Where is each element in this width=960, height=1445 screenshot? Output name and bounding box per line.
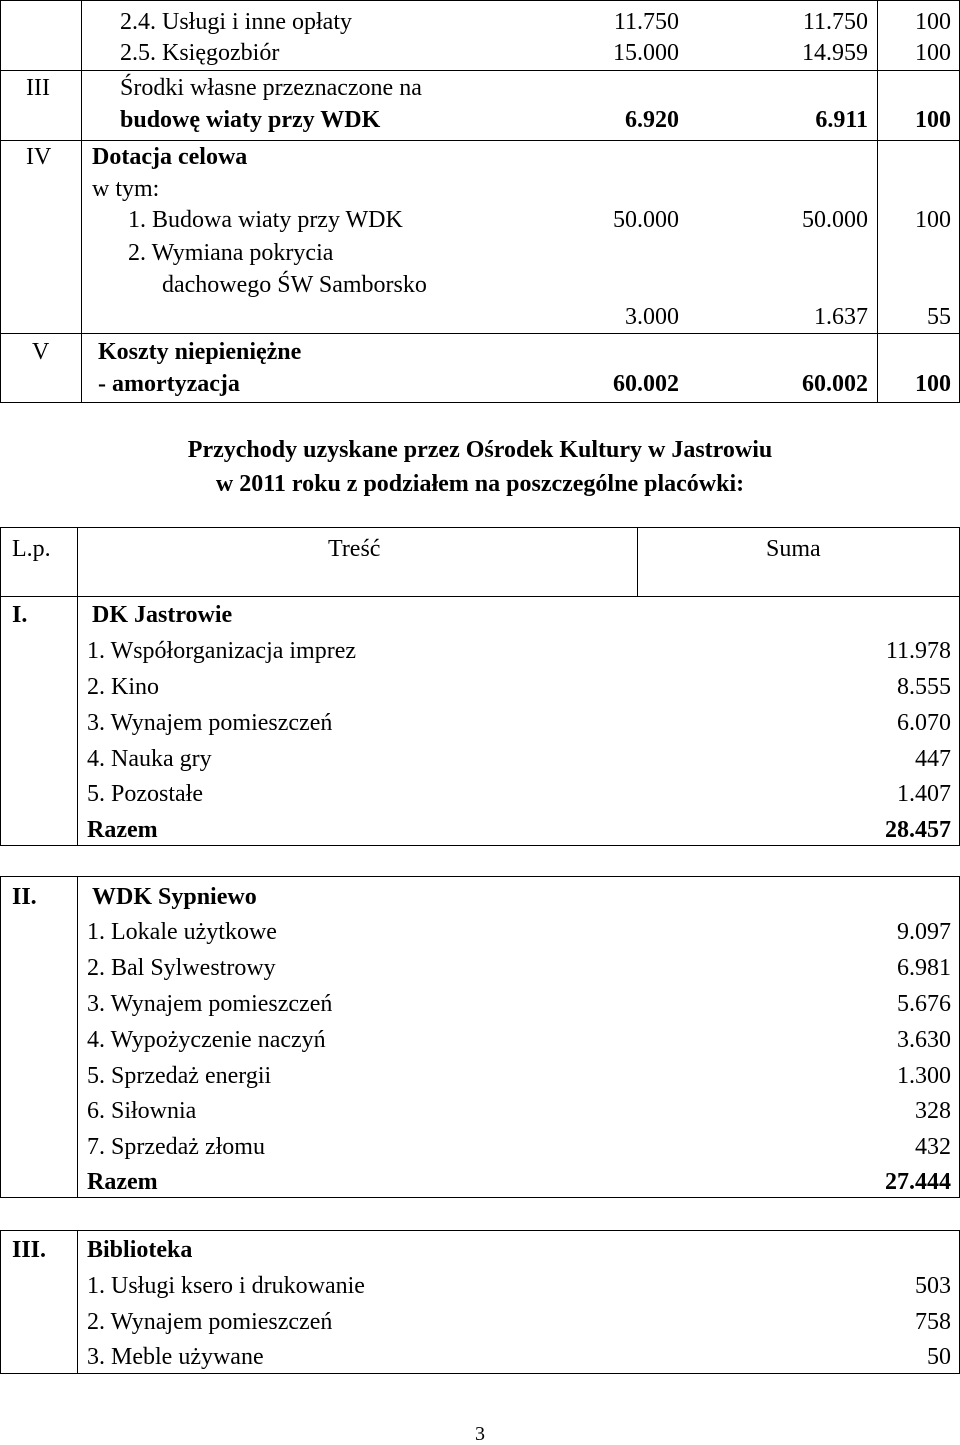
section-title: Biblioteka: [87, 1237, 193, 1263]
income-table-border: [77, 1230, 78, 1373]
item-value: 328: [915, 1098, 951, 1124]
item-name: 1. Lokale użytkowe: [87, 919, 277, 945]
top-table-border: [0, 0, 960, 1]
section-lp: II.: [12, 884, 37, 910]
row-plan: 60.002: [613, 371, 679, 397]
income-table-border: [0, 1230, 1, 1373]
income-table-border: [0, 527, 1, 845]
row-label: Dotacja celowa: [92, 144, 248, 170]
header-tresc: Treść: [328, 536, 381, 562]
top-table-border: [0, 0, 1, 402]
item-value: 432: [915, 1134, 951, 1160]
top-table-border: [877, 0, 878, 402]
item-name: 4. Wypożyczenie naczyń: [87, 1027, 326, 1053]
item-value: 50: [927, 1344, 951, 1370]
page-number: 3: [475, 1423, 485, 1445]
item-value: 503: [915, 1273, 951, 1299]
income-table-border: [0, 596, 960, 597]
row-lp: V: [32, 339, 50, 365]
item-value: 1.407: [897, 781, 951, 807]
row-label: - amortyzacja: [98, 371, 240, 397]
row-pct: 100: [915, 9, 951, 35]
row-label: Środki własne przeznaczone na: [120, 75, 422, 101]
row-plan: 6.920: [625, 107, 679, 133]
item-name: 7. Sprzedaż złomu: [87, 1134, 265, 1160]
income-table-border: [0, 1373, 960, 1374]
item-name: 3. Wynajem pomieszczeń: [87, 710, 333, 736]
item-value: 6.070: [897, 710, 951, 736]
row-plan: 11.750: [613, 9, 679, 35]
row-label: budowę wiaty przy WDK: [120, 107, 381, 133]
income-table-border: [0, 1230, 960, 1231]
total-value: 28.457: [885, 817, 951, 843]
total-value: 27.444: [885, 1169, 951, 1195]
income-table-border: [77, 527, 78, 845]
row-label: dachowego ŚW Samborsko: [162, 272, 427, 298]
item-value: 6.981: [897, 955, 951, 981]
item-value: 3.630: [897, 1027, 951, 1053]
income-table-border: [0, 845, 960, 846]
row-plan: 50.000: [613, 207, 679, 233]
item-name: 1. Usługi ksero i drukowanie: [87, 1273, 365, 1299]
header-suma: Suma: [766, 536, 821, 562]
row-pct: 100: [915, 40, 951, 66]
item-value: 9.097: [897, 919, 951, 945]
income-table-border: [0, 876, 960, 877]
section-lp: III.: [12, 1237, 47, 1263]
row-exec: 1.637: [814, 304, 868, 330]
item-name: 3. Meble używane: [87, 1344, 264, 1370]
item-name: 4. Nauka gry: [87, 746, 212, 772]
item-name: 1. Współorganizacja imprez: [87, 638, 357, 664]
row-pct: 55: [927, 304, 951, 330]
item-value: 5.676: [897, 991, 951, 1017]
income-table-border: [637, 527, 638, 596]
header-lp: L.p.: [12, 536, 51, 562]
row-lp: III: [26, 75, 50, 101]
item-name: 2. Wynajem pomieszczeń: [87, 1309, 333, 1335]
item-name: 2. Kino: [87, 674, 159, 700]
row-label: 1. Budowa wiaty przy WDK: [128, 207, 403, 233]
income-table-border: [77, 876, 78, 1197]
row-label: 2. Wymiana pokrycia: [128, 240, 334, 266]
income-table-border: [0, 527, 960, 528]
item-name: 6. Siłownia: [87, 1098, 197, 1124]
total-label: Razem: [87, 1169, 158, 1195]
row-label: 2.5. Księgozbiór: [120, 40, 280, 66]
row-exec: 60.002: [802, 371, 868, 397]
total-label: Razem: [87, 817, 158, 843]
row-lp: IV: [26, 144, 52, 170]
top-table-border: [0, 333, 960, 334]
row-exec: 14.959: [802, 40, 868, 66]
row-pct: 100: [915, 107, 951, 133]
row-label: 2.4. Usługi i inne opłaty: [120, 9, 352, 35]
top-table-border: [0, 140, 960, 141]
item-value: 447: [915, 746, 951, 772]
row-exec: 11.750: [802, 9, 868, 35]
section-lp: I.: [12, 602, 28, 628]
item-value: 1.300: [897, 1063, 951, 1089]
row-pct: 100: [915, 207, 951, 233]
section-title: WDK Sypniewo: [92, 884, 257, 910]
top-table-border: [0, 402, 960, 403]
item-value: 11.978: [885, 638, 951, 664]
section-title: DK Jastrowie: [92, 602, 233, 628]
row-exec: 6.911: [815, 107, 868, 133]
row-label: Koszty niepieniężne: [98, 339, 302, 365]
row-pct: 100: [915, 371, 951, 397]
top-table-border: [81, 0, 82, 402]
top-table-border: [0, 70, 960, 71]
section-heading-line2: w 2011 roku z podziałem na poszczególne placówki:: [215, 471, 745, 497]
item-name: 5. Sprzedaż energii: [87, 1063, 272, 1089]
income-table-border: [0, 876, 1, 1197]
row-plan: 3.000: [625, 304, 679, 330]
section-heading-line1: Przychody uzyskane przez Ośrodek Kultury w Jastrowiu: [187, 437, 773, 463]
row-label: w tym:: [92, 176, 160, 202]
item-name: 3. Wynajem pomieszczeń: [87, 991, 333, 1017]
item-name: 5. Pozostałe: [87, 781, 203, 807]
item-name: 2. Bal Sylwestrowy: [87, 955, 276, 981]
row-plan: 15.000: [613, 40, 679, 66]
income-table-border: [0, 1197, 960, 1198]
row-exec: 50.000: [802, 207, 868, 233]
item-value: 8.555: [897, 674, 951, 700]
item-value: 758: [915, 1309, 951, 1335]
